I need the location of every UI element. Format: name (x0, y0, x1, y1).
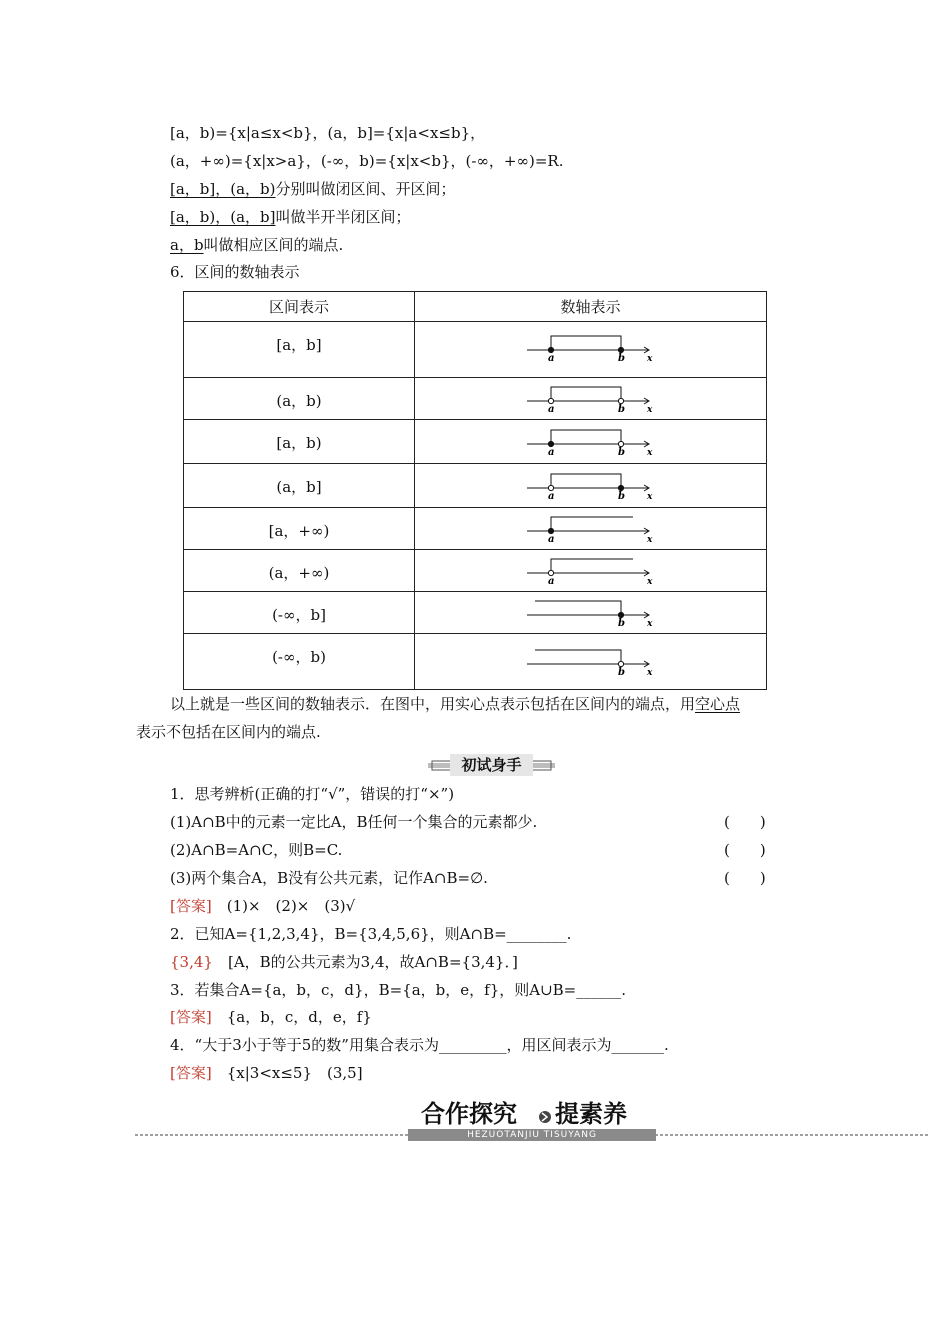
def-line-5 (170, 234, 343, 256)
interval-bracket (551, 387, 621, 401)
solid-point (548, 441, 553, 446)
hollow-point (618, 398, 623, 403)
q1-item-1: (1)A∩B中的元素一定比A，B任何一个集合的元素都少. (170, 813, 538, 831)
number-line-cell (415, 420, 767, 464)
axis-label-x: x (646, 618, 652, 629)
header-number-line: 数轴表示 (415, 292, 767, 322)
def-line-5-text: 叫做相应区间的端点. (203, 236, 344, 254)
interval-bracket (551, 517, 633, 531)
interval-cell: (-∞，b) (184, 634, 415, 690)
answer-paren: ( ) (724, 813, 766, 831)
axis-label-b: b (617, 352, 625, 364)
answer-tag: [答案] (170, 897, 212, 915)
interval-cell: [a，b) (184, 420, 415, 464)
q4-text: 4．“大于3小于等于5的数”用集合表示为_________，用区间表示为_______. (170, 1036, 669, 1054)
solid-point (548, 347, 553, 352)
interval-cell: (a，+∞) (184, 550, 415, 592)
def-line-4-text: 叫做半开半闭区间； (275, 208, 411, 226)
solid-point (618, 347, 623, 352)
answer-text: {a，b，c，d，e，f} (226, 1008, 372, 1026)
number-line (521, 509, 661, 545)
answer-text: {x|3<x≤5} (3,5] (226, 1064, 363, 1082)
hollow-point (548, 485, 553, 490)
solid-point (618, 485, 623, 490)
summary-line-2: 表示不包括在区间内的端点. (136, 723, 321, 741)
axis-label-x: x (646, 576, 652, 587)
interval-cell: (a，b] (184, 464, 415, 508)
header-title: 合作探究 (421, 1100, 517, 1128)
number-line (521, 642, 661, 678)
solid-point (618, 612, 623, 617)
interval-cell: [a，b] (184, 322, 415, 378)
header-pinyin: HEZUOTANJIU TISUYANG (467, 1130, 597, 1140)
axis-label-b: b (617, 403, 625, 415)
q1-item-3: (3)两个集合A，B没有公共元素，记作A∩B=∅. (170, 869, 488, 887)
solid-point (548, 528, 553, 533)
number-line-cell (415, 634, 767, 690)
q1-title: 1．思考辨析(正确的打“√”，错误的打“×”) (170, 785, 455, 803)
axis-label-x: x (646, 404, 652, 415)
section-header (135, 1095, 930, 1145)
number-line (521, 422, 661, 458)
axis-label-a: a (547, 533, 554, 545)
interval-cell: [a，+∞) (184, 508, 415, 550)
answer-tag: [答案] (170, 1064, 212, 1082)
def-line-3 (170, 178, 456, 200)
half-open-intervals: [a，b)，(a，b] (170, 208, 276, 226)
hollow-point (548, 398, 553, 403)
interval-table (183, 291, 767, 690)
header-interval: 区间表示 (184, 292, 415, 322)
interval-cell: (a，b) (184, 378, 415, 420)
answer-text: (1)× (2)× (3)√ (226, 897, 356, 915)
header-title-2: 提素养 (555, 1100, 627, 1128)
number-line (521, 593, 661, 629)
q3-answer (170, 1006, 372, 1028)
q2-text: 2．已知A={1,2,3,4}，B={3,4,5,6}，则A∩B=________. (170, 925, 572, 943)
def-line-3-text: 分别叫做闭区间、开区间； (275, 180, 456, 198)
hollow-point (548, 570, 553, 575)
q1-item-2: (2)A∩B=A∩C，则B=C. (170, 841, 343, 859)
interval-bracket (535, 650, 621, 664)
axis-label-x: x (646, 534, 652, 545)
number-line-cell (415, 378, 767, 420)
q3-text: 3．若集合A={a，b，c，d}，B={a，b，e，f}，则A∪B=______. (170, 981, 626, 999)
number-line-cell (415, 592, 767, 634)
number-line-cell (415, 508, 767, 550)
number-line-cell (415, 550, 767, 592)
summary-text: 以上就是一些区间的数轴表示．在图中，用实心点表示包括在区间内的端点，用 (170, 695, 696, 713)
answer-paren: ( ) (724, 841, 766, 859)
axis-label-a: a (547, 403, 554, 415)
number-line-cell (415, 464, 767, 508)
axis-label-a: a (547, 490, 554, 502)
section-badge (428, 754, 555, 776)
axis-label-a: a (547, 352, 554, 364)
summary-line-1 (170, 693, 740, 715)
def-line-4 (170, 206, 411, 228)
axis-label-a: a (547, 446, 554, 458)
q4-answer (170, 1062, 363, 1084)
endpoints: a，b (170, 236, 204, 254)
answer-paren: ( ) (724, 869, 766, 887)
axis-label-x: x (646, 667, 652, 678)
interval-bracket (551, 474, 621, 488)
axis-label-x: x (646, 353, 652, 364)
number-line (521, 551, 661, 587)
hollow-point-term: 空心点 (695, 695, 741, 713)
def-line-2: (a，+∞)={x|x>a}，(-∞，b)={x|x<b}，(-∞，+∞)=R. (170, 152, 564, 170)
q2-answer (170, 951, 518, 973)
hollow-point (618, 661, 623, 666)
number-line-cell (415, 322, 767, 378)
axis-label-b: b (617, 490, 625, 502)
number-line (521, 466, 661, 502)
interval-bracket (535, 601, 621, 615)
q1-answer (170, 895, 355, 917)
answer-text: [A，B的公共元素为3,4，故A∩B={3,4}．] (227, 953, 518, 971)
axis-label-b: b (617, 617, 625, 629)
def-line-1: [a，b)={x|a≤x<b}，(a，b]={x|a<x≤b}， (170, 124, 486, 142)
answer-tag: {3,4} (170, 953, 213, 971)
hollow-point (618, 441, 623, 446)
number-line (521, 379, 661, 415)
axis-label-x: x (646, 491, 652, 502)
section-6-title: 6．区间的数轴表示 (170, 263, 300, 281)
axis-label-x: x (646, 447, 652, 458)
closed-open-intervals: [a，b]，(a，b) (170, 180, 276, 198)
badge-label: 初试身手 (461, 756, 522, 774)
number-line (521, 328, 661, 368)
axis-label-b: b (617, 666, 625, 678)
answer-tag: [答案] (170, 1008, 212, 1026)
interval-cell: (-∞，b] (184, 592, 415, 634)
interval-bracket (551, 559, 633, 573)
axis-label-b: b (617, 446, 625, 458)
axis-label-a: a (547, 575, 554, 587)
interval-bracket (551, 430, 621, 444)
interval-bracket (551, 336, 621, 350)
